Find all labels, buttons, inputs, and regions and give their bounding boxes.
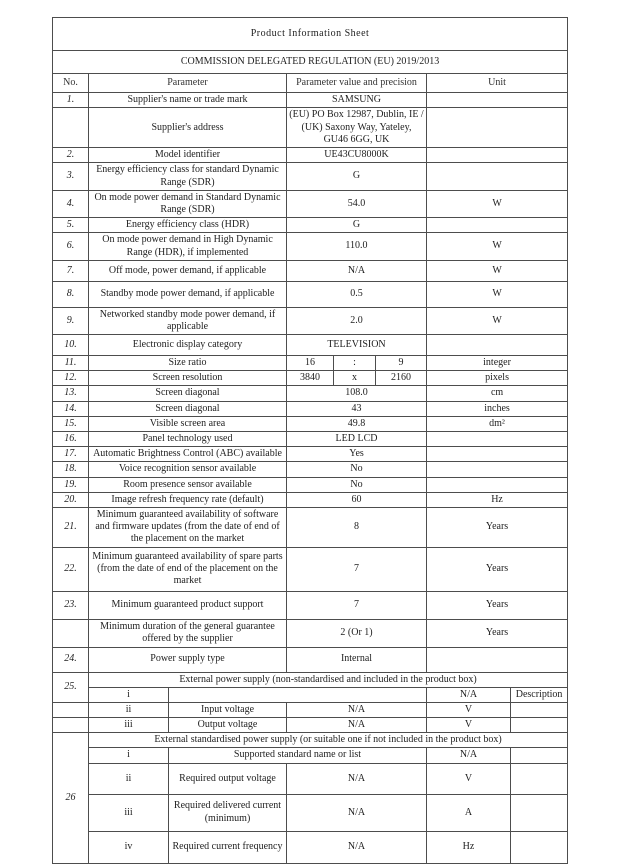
table-cell	[427, 447, 568, 462]
table-cell: Energy efficiency class (HDR)	[89, 218, 287, 233]
table-cell: W	[427, 281, 568, 307]
table-cell: Image refresh frequency rate (default)	[89, 492, 287, 507]
table-cell	[427, 462, 568, 477]
row-number-cell: 10.	[53, 335, 89, 356]
column-header-value: Parameter value and precision	[287, 74, 427, 93]
table-cell: integer	[427, 356, 568, 371]
table-cell: ii	[89, 763, 169, 794]
table-cell	[511, 831, 568, 863]
table-row	[53, 163, 568, 190]
row-number-cell: 22.	[53, 547, 89, 591]
table-cell: 110.0	[287, 233, 427, 260]
table-cell: N/A	[427, 748, 511, 763]
table-cell: N/A	[287, 794, 427, 831]
row-number-cell: 16.	[53, 432, 89, 447]
row-number-cell: 23.	[53, 591, 89, 619]
table-cell: :	[334, 356, 376, 371]
table-body	[53, 93, 568, 864]
table-cell: 2.0	[287, 307, 427, 334]
table-cell: Power supply type	[89, 647, 287, 672]
table-row	[53, 260, 568, 281]
row-number-cell: 19.	[53, 477, 89, 492]
row-number-cell: 25.	[53, 672, 89, 702]
table-cell: Screen resolution	[89, 371, 287, 386]
table-cell: 3840	[287, 371, 334, 386]
row-number-cell: 26	[53, 733, 89, 863]
table-row	[53, 386, 568, 401]
row-number-cell	[53, 619, 89, 647]
table-cell: Panel technology used	[89, 432, 287, 447]
section-header-cell: External power supply (non-standardised and included in the product box)	[89, 672, 568, 687]
table-cell: 2160	[376, 371, 427, 386]
table-cell: 0.5	[287, 281, 427, 307]
table-cell: 60	[287, 492, 427, 507]
table-cell: Internal	[287, 647, 427, 672]
table-row	[53, 356, 568, 371]
page-title: Product Information Sheet	[53, 18, 568, 51]
row-number-cell	[53, 702, 89, 717]
table-cell: i	[89, 748, 169, 763]
table-cell: Minimum guaranteed availability of software and firmware updates (from the date of end of the placement on the market	[89, 507, 287, 547]
row-number-cell: 14.	[53, 401, 89, 416]
table-row	[53, 218, 568, 233]
row-number-cell	[53, 108, 89, 148]
table-row	[53, 462, 568, 477]
table-cell: Years	[427, 547, 568, 591]
table-cell: Supplier's address	[89, 108, 287, 148]
table-cell: N/A	[287, 702, 427, 717]
table-cell: N/A	[287, 831, 427, 863]
row-number-cell: 1.	[53, 93, 89, 108]
table-row	[53, 233, 568, 260]
row-number-cell: 9.	[53, 307, 89, 334]
table-cell: cm	[427, 386, 568, 401]
product-info-table	[52, 17, 568, 864]
table-cell: x	[334, 371, 376, 386]
table-cell: 7	[287, 547, 427, 591]
table-cell: W	[427, 190, 568, 217]
table-cell: W	[427, 260, 568, 281]
table-cell: V	[427, 763, 511, 794]
table-row	[53, 432, 568, 447]
table-cell: 108.0	[287, 386, 427, 401]
table-cell: iii	[89, 794, 169, 831]
table-cell: Description	[511, 687, 568, 702]
table-cell: No	[287, 477, 427, 492]
table-cell: Supported standard name or list	[169, 748, 427, 763]
table-row	[53, 492, 568, 507]
table-cell: Model identifier	[89, 148, 287, 163]
table-cell: Years	[427, 591, 568, 619]
table-cell: Minimum duration of the general guarantee offered by the supplier	[89, 619, 287, 647]
table-row	[53, 831, 568, 863]
row-number-cell: 3.	[53, 163, 89, 190]
table-cell: 16	[287, 356, 334, 371]
table-cell	[427, 335, 568, 356]
table-cell: LED LCD	[287, 432, 427, 447]
table-cell	[427, 477, 568, 492]
table-cell: W	[427, 233, 568, 260]
table-row	[53, 702, 568, 717]
table-row	[53, 477, 568, 492]
table-cell: ii	[89, 702, 169, 717]
table-cell	[427, 108, 568, 148]
row-number-cell: 2.	[53, 148, 89, 163]
row-number-cell: 13.	[53, 386, 89, 401]
row-number-cell	[53, 718, 89, 733]
table-cell: N/A	[287, 763, 427, 794]
table-row	[53, 447, 568, 462]
table-row	[53, 416, 568, 431]
row-number-cell: 7.	[53, 260, 89, 281]
column-header-row	[53, 74, 568, 93]
table-cell: Input voltage	[169, 702, 287, 717]
table-cell	[511, 763, 568, 794]
table-cell: N/A	[287, 260, 427, 281]
table-row	[53, 672, 568, 687]
table-cell	[511, 702, 568, 717]
table-cell: Yes	[287, 447, 427, 462]
table-cell: 43	[287, 401, 427, 416]
table-cell: G	[287, 218, 427, 233]
table-row	[53, 763, 568, 794]
table-row	[53, 371, 568, 386]
table-cell: UE43CU8000K	[287, 148, 427, 163]
row-number-cell: 20.	[53, 492, 89, 507]
table-cell: pixels	[427, 371, 568, 386]
table-row	[53, 281, 568, 307]
row-number-cell: 4.	[53, 190, 89, 217]
table-cell: V	[427, 718, 511, 733]
table-row	[53, 794, 568, 831]
table-row	[53, 748, 568, 763]
table-cell: Networked standby mode power demand, if applicable	[89, 307, 287, 334]
table-cell: Automatic Brightness Control (ABC) available	[89, 447, 287, 462]
table-cell: Visible screen area	[89, 416, 287, 431]
table-cell: 9	[376, 356, 427, 371]
table-cell: G	[287, 163, 427, 190]
table-cell	[169, 687, 427, 702]
table-cell	[427, 647, 568, 672]
table-row	[53, 335, 568, 356]
table-cell: W	[427, 307, 568, 334]
table-cell	[511, 794, 568, 831]
column-header-parameter: Parameter	[89, 74, 287, 93]
table-cell: TELEVISION	[287, 335, 427, 356]
table-cell: Screen diagonal	[89, 386, 287, 401]
table-cell: Minimum guaranteed product support	[89, 591, 287, 619]
table-cell: Standby mode power demand, if applicable	[89, 281, 287, 307]
table-cell: iii	[89, 718, 169, 733]
table-cell: Output voltage	[169, 718, 287, 733]
table-cell: SAMSUNG	[287, 93, 427, 108]
table-cell: Supplier's name or trade mark	[89, 93, 287, 108]
table-cell: N/A	[427, 687, 511, 702]
table-row	[53, 591, 568, 619]
table-row	[53, 93, 568, 108]
table-cell: Minimum guaranteed availability of spare parts (from the date of end of the placement on the market	[89, 547, 287, 591]
subtitle-row	[53, 51, 568, 74]
row-number-cell: 15.	[53, 416, 89, 431]
table-cell: Years	[427, 507, 568, 547]
table-cell: 54.0	[287, 190, 427, 217]
table-cell: N/A	[287, 718, 427, 733]
table-cell: 8	[287, 507, 427, 547]
table-row	[53, 507, 568, 547]
table-cell: Required current frequency	[169, 831, 287, 863]
table-cell: 7	[287, 591, 427, 619]
table-cell: A	[427, 794, 511, 831]
table-row	[53, 108, 568, 148]
table-cell: 2 (Or 1)	[287, 619, 427, 647]
table-cell: (EU) PO Box 12987, Dublin, IE / (UK) Saxony Way, Yateley, GU46 6GG, UK	[287, 108, 427, 148]
table-cell: 49.8	[287, 416, 427, 431]
column-header-no: No.	[53, 74, 89, 93]
table-cell: Energy efficiency class for standard Dynamic Range (SDR)	[89, 163, 287, 190]
table-row	[53, 718, 568, 733]
table-cell: Required delivered current (minimum)	[169, 794, 287, 831]
table-row	[53, 647, 568, 672]
table-cell: dm²	[427, 416, 568, 431]
row-number-cell: 12.	[53, 371, 89, 386]
table-row	[53, 307, 568, 334]
section-header-cell: External standardised power supply (or suitable one if not included in the product box)	[89, 733, 568, 748]
table-cell: Room presence sensor available	[89, 477, 287, 492]
row-number-cell: 21.	[53, 507, 89, 547]
table-cell: Screen diagonal	[89, 401, 287, 416]
column-header-unit: Unit	[427, 74, 568, 93]
table-row	[53, 190, 568, 217]
table-cell: Size ratio	[89, 356, 287, 371]
row-number-cell: 5.	[53, 218, 89, 233]
table-cell: V	[427, 702, 511, 717]
table-cell	[511, 718, 568, 733]
table-cell: Required output voltage	[169, 763, 287, 794]
table-cell: Voice recognition sensor available	[89, 462, 287, 477]
table-cell: iv	[89, 831, 169, 863]
table-cell	[427, 432, 568, 447]
table-cell: On mode power demand in Standard Dynamic Range (SDR)	[89, 190, 287, 217]
table-cell	[427, 148, 568, 163]
table-cell: Electronic display category	[89, 335, 287, 356]
row-number-cell: 18.	[53, 462, 89, 477]
table-row	[53, 687, 568, 702]
table-cell: i	[89, 687, 169, 702]
table-row	[53, 401, 568, 416]
table-cell: Hz	[427, 492, 568, 507]
table-cell: Hz	[427, 831, 511, 863]
table-row	[53, 148, 568, 163]
title-row	[53, 18, 568, 51]
row-number-cell: 11.	[53, 356, 89, 371]
table-row	[53, 619, 568, 647]
table-cell: Off mode, power demand, if applicable	[89, 260, 287, 281]
regulation-subtitle: COMMISSION DELEGATED REGULATION (EU) 2019/2013	[53, 51, 568, 74]
row-number-cell: 6.	[53, 233, 89, 260]
table-cell	[427, 218, 568, 233]
table-cell: Years	[427, 619, 568, 647]
table-cell: On mode power demand in High Dynamic Range (HDR), if implemented	[89, 233, 287, 260]
row-number-cell: 24.	[53, 647, 89, 672]
table-cell: No	[287, 462, 427, 477]
table-cell	[427, 163, 568, 190]
row-number-cell: 8.	[53, 281, 89, 307]
table-cell	[427, 93, 568, 108]
row-number-cell: 17.	[53, 447, 89, 462]
table-row	[53, 733, 568, 748]
table-cell: inches	[427, 401, 568, 416]
table-cell	[511, 748, 568, 763]
table-row	[53, 547, 568, 591]
